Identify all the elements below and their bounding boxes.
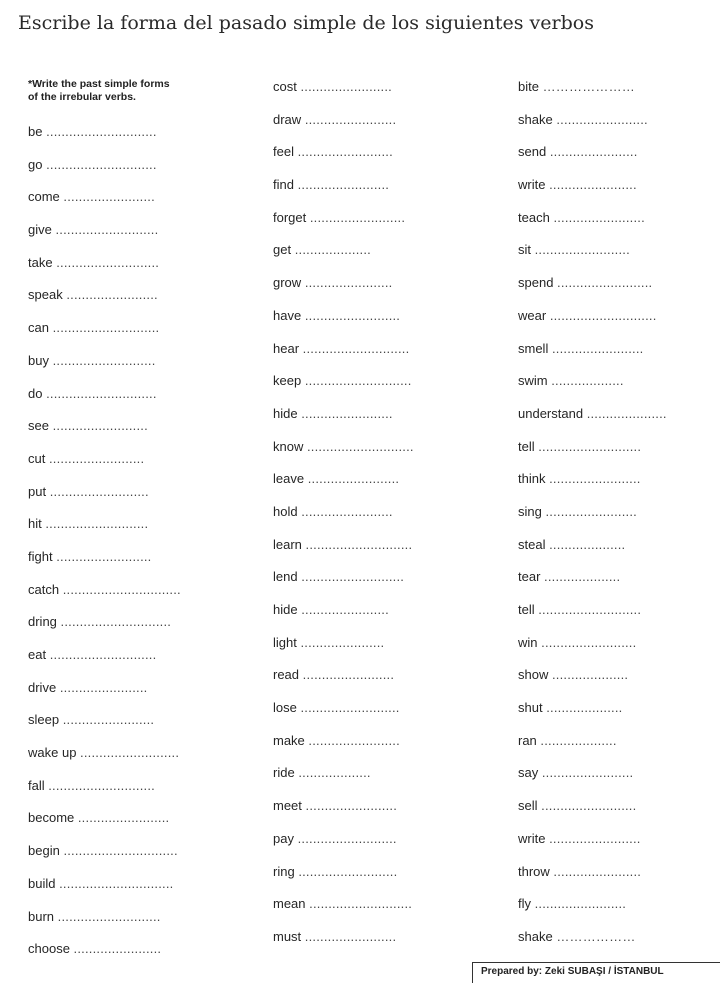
answer-blank: ............................ (48, 777, 155, 793)
verb-item (28, 188, 181, 221)
answer-blank: ………………… (542, 79, 635, 94)
verb-item (518, 274, 667, 307)
answer-blank: ....................... (304, 275, 393, 291)
verb-item (28, 450, 181, 483)
verb-item (518, 568, 667, 601)
answer-blank: ........................ (534, 896, 627, 912)
verb-label: build (28, 875, 56, 891)
verb-label: catch (28, 581, 60, 597)
verb-item (518, 699, 667, 732)
verb-item (518, 340, 667, 373)
verb-label: take (28, 254, 53, 270)
verb-label: win (518, 634, 538, 650)
verb-label: have (273, 307, 302, 323)
verb-item (518, 830, 667, 863)
verb-item (273, 830, 414, 863)
answer-blank: ........................... (57, 908, 161, 924)
answer-blank: ....................... (549, 144, 638, 160)
verb-label: shake (518, 928, 553, 944)
verb-label: eat (28, 647, 47, 662)
verb-label: fall (28, 777, 45, 793)
verb-label: cut (28, 450, 46, 466)
verb-label: forget (273, 209, 307, 225)
verb-label: understand (518, 405, 584, 421)
answer-blank: ........................ (556, 111, 648, 127)
verb-item (518, 732, 667, 765)
verb-label: dring (28, 614, 57, 630)
answer-blank: ........................ (549, 830, 641, 846)
verb-label: do (28, 385, 43, 401)
verb-label: steal (518, 536, 546, 552)
answer-blank: ......................... (297, 144, 393, 160)
verb-label: burn (28, 908, 55, 924)
answer-blank: ........................ (305, 798, 398, 814)
answer-blank: ........................... (55, 222, 159, 238)
verb-label: sing (518, 503, 542, 519)
answer-blank: ...................... (300, 634, 385, 650)
verb-label: put (28, 483, 47, 499)
verb-label: bite (518, 79, 539, 94)
verb-item (518, 895, 667, 928)
verb-item (273, 797, 414, 830)
answer-blank: ........................ (541, 765, 634, 781)
answer-blank: ............................ (52, 320, 160, 336)
verb-label: write (518, 177, 546, 193)
verb-item (28, 515, 181, 548)
answer-blank: .......................... (298, 863, 398, 879)
verb-item (28, 319, 181, 352)
verb-item (28, 908, 181, 941)
verb-label: drive (28, 679, 57, 695)
verb-label: choose (28, 941, 70, 957)
answer-blank: ............................. (46, 156, 157, 172)
answer-blank: ......................... (304, 307, 401, 323)
answer-blank: ................... (551, 373, 624, 389)
verb-item (28, 744, 181, 777)
answer-blank: ........................ (307, 471, 400, 487)
answer-blank: .......................... (49, 483, 149, 499)
verb-label: sit (518, 242, 531, 258)
answer-blank: ............................... (62, 581, 181, 597)
answer-blank: ........................ (302, 667, 395, 683)
answer-blank: ............................ (549, 307, 657, 323)
verb-item (28, 875, 181, 908)
verb-item (518, 176, 667, 209)
verb-label: hold (273, 503, 298, 519)
verb-label: can (28, 320, 49, 336)
verb-item (28, 940, 181, 973)
verb-item (518, 78, 667, 111)
answer-blank: ........................ (297, 177, 390, 193)
verb-item (518, 405, 667, 438)
answer-blank: ........................ (308, 732, 400, 748)
answer-blank: ....................... (59, 679, 148, 695)
answer-blank: ....................... (73, 941, 162, 957)
verb-label: feel (273, 144, 294, 160)
verb-item (518, 536, 667, 569)
verb-label: meet (273, 798, 302, 814)
answer-blank: .................... (549, 536, 626, 552)
answer-blank: ........................... (301, 569, 405, 585)
verb-item (273, 764, 414, 797)
verb-item (273, 340, 414, 373)
verb-label: tear (518, 569, 541, 585)
answer-blank: ..................... (586, 405, 667, 421)
verb-item (28, 777, 181, 810)
verb-item (273, 634, 414, 667)
verb-column-1 (28, 123, 181, 973)
verb-label: must (273, 928, 302, 944)
page-title: Escribe la forma del pasado simple de los siguientes verbos (18, 12, 594, 34)
verb-label: sell (518, 798, 538, 814)
verb-item (28, 842, 181, 875)
answer-blank: ........................ (545, 503, 637, 519)
verb-label: come (28, 189, 60, 205)
verb-item (273, 503, 414, 536)
verb-label: know (273, 438, 304, 454)
verb-label: keep (273, 373, 302, 389)
answer-blank: ......................... (541, 634, 637, 650)
verb-label: shut (518, 700, 543, 716)
verb-item (518, 863, 667, 896)
verb-item (518, 209, 667, 242)
answer-blank: .................... (544, 569, 621, 585)
verb-label: tell (518, 602, 535, 617)
verb-label: lend (273, 569, 298, 585)
verb-item (518, 503, 667, 536)
verb-label: begin (28, 843, 60, 859)
verb-item (28, 646, 181, 679)
answer-blank: ............................ (49, 647, 157, 662)
verb-label: be (28, 124, 43, 139)
verb-item (273, 274, 414, 307)
answer-blank: ....................... (553, 863, 642, 879)
verb-label: cost (273, 79, 297, 94)
verb-label: smell (518, 340, 549, 356)
answer-blank: ............................. (60, 614, 172, 630)
verb-label: think (518, 471, 546, 487)
verb-label: fight (28, 548, 53, 564)
answer-blank: .......................... (300, 700, 400, 716)
answer-blank: ........................... (538, 438, 642, 454)
answer-blank: ....................... (549, 177, 637, 193)
answer-blank: ........................... (45, 516, 149, 532)
verb-label: give (28, 222, 52, 238)
answer-blank: ........................... (538, 602, 642, 617)
answer-blank: ........................ (66, 287, 158, 303)
verb-item (28, 254, 181, 287)
answer-blank: ......................... (309, 209, 406, 225)
verb-item (273, 307, 414, 340)
verb-label: hear (273, 340, 300, 356)
verb-item (273, 895, 414, 928)
verb-label: throw (518, 863, 550, 879)
verb-label: read (273, 667, 300, 683)
verb-label: grow (273, 275, 302, 291)
verb-item (28, 417, 181, 450)
verb-item (273, 666, 414, 699)
answer-blank: .......................... (80, 745, 180, 761)
verb-item (28, 711, 181, 744)
verb-item (518, 797, 667, 830)
verb-column-3 (518, 78, 667, 961)
verb-label: ring (273, 863, 295, 879)
verb-item (518, 928, 667, 961)
verb-item (273, 241, 414, 274)
verb-label: mean (273, 896, 306, 912)
verb-label: write (518, 830, 546, 846)
footer-credit: Prepared by: Zeki SUBAŞI / İSTANBUL (472, 962, 720, 983)
answer-blank: ......................... (48, 450, 145, 466)
answer-blank: .................... (546, 700, 623, 716)
answer-blank: ........................... (56, 254, 160, 270)
verb-label: lose (273, 700, 297, 716)
answer-blank: .............................. (59, 875, 174, 891)
verb-label: wear (518, 307, 547, 323)
verb-label: find (273, 177, 294, 193)
verb-label: hide (273, 602, 298, 617)
verb-label: make (273, 732, 305, 748)
verb-item (273, 699, 414, 732)
answer-blank: ................... (298, 765, 371, 781)
verb-item (273, 732, 414, 765)
verb-item (273, 405, 414, 438)
answer-blank: ......................... (541, 798, 637, 814)
verb-item (28, 581, 181, 614)
verb-label: ran (518, 732, 537, 748)
verb-item (28, 352, 181, 385)
answer-blank: .............................. (63, 843, 178, 859)
verb-item (28, 156, 181, 189)
verb-item (273, 176, 414, 209)
verb-label: tell (518, 438, 535, 454)
answer-blank: ....................... (301, 602, 389, 617)
instructions-line-1: *Write the past simple forms (28, 78, 170, 90)
verb-label: hit (28, 516, 42, 532)
verb-label: become (28, 810, 75, 826)
answer-blank: ......................... (56, 548, 152, 564)
verb-item (273, 111, 414, 144)
verb-item (273, 209, 414, 242)
answer-blank: ........................ (551, 340, 644, 356)
verb-item (518, 438, 667, 471)
verb-label: speak (28, 287, 63, 303)
verb-item (518, 764, 667, 797)
verb-label: leave (273, 471, 305, 487)
verb-label: learn (273, 536, 302, 552)
verb-item (518, 372, 667, 405)
answer-blank: ............................ (306, 438, 414, 454)
verb-item (273, 438, 414, 471)
verb-label: ride (273, 765, 295, 781)
verb-item (28, 123, 181, 156)
answer-blank: ............................. (46, 124, 157, 139)
answer-blank: ........................ (301, 503, 393, 519)
verb-item (273, 372, 414, 405)
verb-label: go (28, 156, 43, 172)
answer-blank: ........................ (549, 471, 641, 487)
verb-item (28, 483, 181, 516)
verb-label: say (518, 765, 539, 781)
verb-column-2 (273, 78, 414, 961)
verb-label: sleep (28, 712, 60, 728)
answer-blank: ........................ (304, 928, 397, 944)
verb-item (273, 78, 414, 111)
answer-blank: ........................ (304, 111, 397, 127)
verb-item (273, 536, 414, 569)
verb-label: hide (273, 405, 298, 421)
answer-blank: .................... (294, 242, 371, 258)
verb-item (28, 809, 181, 842)
answer-blank: ……………… (556, 928, 636, 944)
verb-item (28, 286, 181, 319)
verb-item (518, 470, 667, 503)
verb-label: get (273, 242, 292, 258)
answer-blank: ........................ (553, 209, 645, 225)
verb-item (518, 111, 667, 144)
answer-blank: ......................... (534, 242, 630, 258)
verb-item (28, 679, 181, 712)
verb-item (518, 666, 667, 699)
verb-item (28, 221, 181, 254)
verb-label: shake (518, 111, 553, 127)
answer-blank: .................... (551, 667, 629, 683)
verb-label: buy (28, 352, 49, 368)
verb-item (273, 568, 414, 601)
answer-blank: ........................ (63, 189, 155, 205)
verb-item (273, 143, 414, 176)
answer-blank: ............................ (304, 373, 412, 389)
answer-blank: ............................ (302, 340, 410, 356)
answer-blank: ........................... (309, 896, 413, 912)
instructions-line-2: of the irrebular verbs. (28, 91, 136, 103)
verb-item (273, 601, 414, 634)
verb-item (273, 863, 414, 896)
verb-label: send (518, 144, 547, 160)
verb-item (273, 470, 414, 503)
instructions (28, 78, 248, 104)
verb-item (518, 307, 667, 340)
verb-label: show (518, 667, 549, 683)
verb-label: fly (518, 896, 531, 912)
answer-blank: ......................... (557, 275, 653, 291)
verb-item (28, 613, 181, 646)
verb-label: pay (273, 830, 294, 846)
answer-blank: ........................ (300, 79, 392, 94)
verb-item (28, 548, 181, 581)
verb-label: teach (518, 209, 550, 225)
verb-item (273, 928, 414, 961)
verb-label: spend (518, 275, 554, 291)
answer-blank: ........................... (52, 352, 156, 368)
answer-blank: ........................ (77, 810, 170, 826)
answer-blank: ........................ (62, 712, 155, 728)
answer-blank: ............................ (305, 536, 413, 552)
verb-item (518, 634, 667, 667)
verb-item (518, 241, 667, 274)
verb-item (28, 385, 181, 418)
verb-label: light (273, 634, 297, 650)
verb-label: draw (273, 111, 302, 127)
answer-blank: .................... (540, 732, 617, 748)
verb-item (518, 601, 667, 634)
verb-label: see (28, 418, 49, 434)
verb-label: swim (518, 373, 548, 389)
answer-blank: ......................... (52, 418, 148, 434)
verb-item (518, 143, 667, 176)
verb-label: wake up (28, 745, 77, 761)
answer-blank: ............................. (46, 385, 157, 401)
answer-blank: ........................ (301, 405, 393, 421)
answer-blank: .......................... (297, 830, 397, 846)
